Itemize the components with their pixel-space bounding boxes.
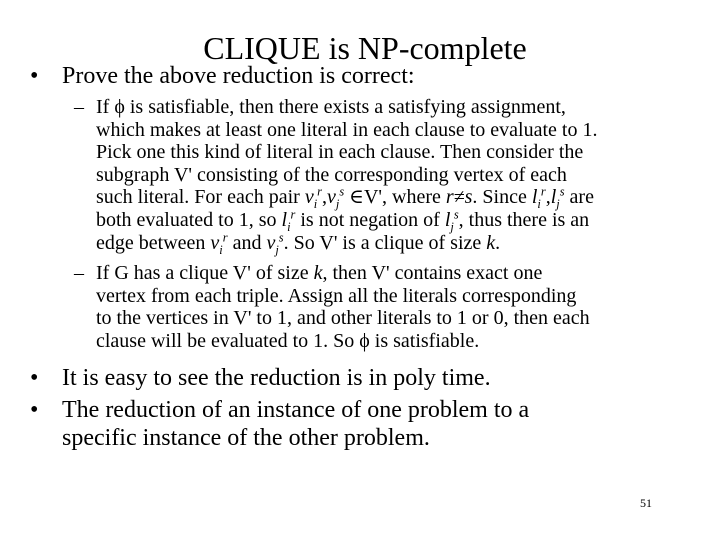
text-line: such literal. For each pair $v_i^r,v_j^s$ ∈V', where r≠s. Since $l_i^r,l_j^s$ are [96,184,594,212]
text-line: If G has a clique V' of size k, then V' contains exact one [96,262,543,284]
sub-bullet-marker: – [74,96,84,118]
bullet-text: The reduction of an instance of one problem to a [62,397,530,423]
bullet-marker: • [30,365,39,391]
bullet-text: Prove the above reduction is correct: [62,63,415,89]
bullet-text: It is easy to see the reduction is in poly time. [62,365,491,391]
text-line: Pick one this kind of literal in each clause. Then consider the [96,141,584,164]
text-line: clause will be evaluated to 1. So ϕ is satisfiable. [96,329,480,352]
bullet-text: specific instance of the other problem. [62,425,430,451]
page-number: 51 [640,496,652,510]
text-line: If ϕ is satisfiable, then there exists a satisfying assignment, [96,96,566,118]
bullet-marker: • [30,63,39,89]
slide-title: CLIQUE is NP-complete [203,30,527,66]
text-line: both evaluated to 1, so $l_i^r$ is not negation of $l_j^s$, thus there is an [96,207,590,234]
sub-bullet-satisfiable-case [74,96,694,257]
bullet-poly-time [30,364,491,392]
bullet-reduction-definition [30,396,529,452]
sub-bullet-marker: – [74,262,84,284]
text-line: to the vertices in V' to 1, and other literals to 1 or 0, then each [96,307,590,330]
sub-bullet-clique-case [74,262,694,352]
text-line: vertex from each triple. Assign all the literals corresponding [96,284,577,307]
text-line: edge between $v_i^r$ and $v_j^s$. So V' is a clique of size k. [96,229,501,257]
bullet-marker: • [30,397,39,423]
text-line: subgraph V' consisting of the corresponding vertex of each [96,163,567,186]
text-line: which makes at least one literal in each clause to evaluate to 1. [96,118,598,141]
